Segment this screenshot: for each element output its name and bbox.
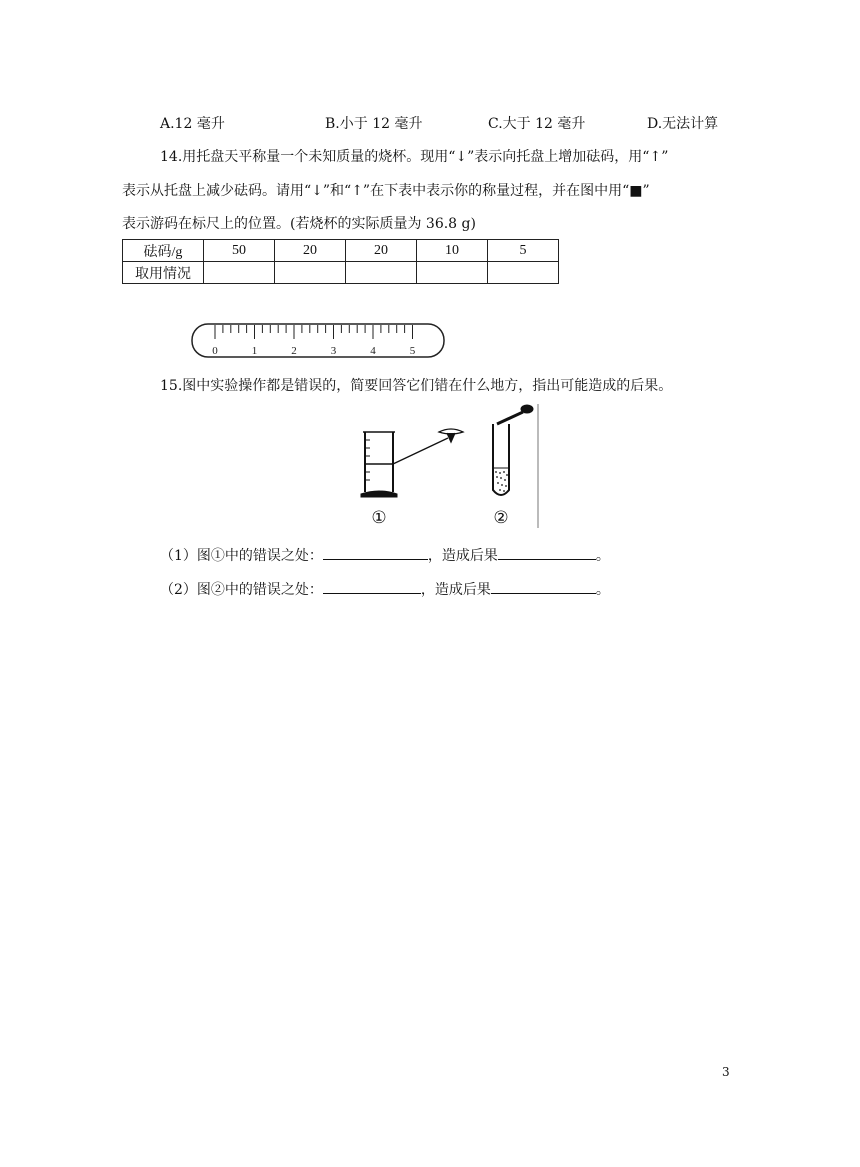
ruler-label-5: 5 — [409, 345, 416, 357]
ruler-label-3: 3 — [330, 345, 337, 357]
q14-line-3: 表示游码在标尺上的位置。(若烧杯的实际质量为 36.8 g) — [122, 216, 476, 232]
q15-answer-2 — [160, 579, 610, 599]
answer-1-consequence-blank[interactable] — [498, 545, 596, 560]
table-row — [123, 262, 559, 284]
ruler-label-0: 0 — [212, 345, 218, 357]
weight-cell: 10 — [417, 240, 488, 262]
figure-1-label: ① — [371, 508, 387, 528]
weight-cell: 5 — [488, 240, 559, 262]
q14-line-2: 表示从托盘上减少砝码。请用“↓”和“↑”在下表中表示你的称量过程，并在图中用“■” — [122, 183, 650, 199]
option-a: A.12 毫升 — [160, 116, 225, 132]
weight-cell: 50 — [204, 240, 275, 262]
q14-line-1: 14.用托盘天平称量一个未知质量的烧杯。现用“↓”表示向托盘上增加砝码，用“↑” — [160, 149, 669, 165]
answer-1-mid: ，造成后果 — [427, 548, 498, 564]
answer-2-prefix: （2）图②中的错误之处： — [160, 582, 323, 598]
answer-1-error-blank[interactable] — [323, 545, 428, 560]
figure-2-test-tube — [493, 424, 509, 495]
dropper-icon — [497, 405, 533, 424]
rider-scale-ruler[interactable] — [191, 323, 447, 361]
experiment-figures — [355, 402, 545, 530]
usage-cell[interactable] — [275, 262, 346, 284]
weights-header-cell: 砝码/g — [123, 240, 204, 262]
answer-1-end: 。 — [595, 548, 610, 564]
option-d: D.无法计算 — [647, 116, 719, 132]
weight-cell: 20 — [346, 240, 417, 262]
page-number: 3 — [722, 1065, 730, 1079]
usage-cell[interactable] — [204, 262, 275, 284]
answer-2-end: 。 — [595, 582, 610, 598]
answer-1-prefix: （1）图①中的错误之处： — [160, 548, 323, 564]
option-b: B.小于 12 毫升 — [325, 116, 423, 132]
answer-2-consequence-blank[interactable] — [491, 579, 596, 594]
usage-cell[interactable] — [488, 262, 559, 284]
ruler-label-2: 2 — [291, 345, 297, 357]
ruler-label-1: 1 — [251, 345, 258, 357]
figure-1-cylinder — [361, 432, 448, 497]
weight-cell: 20 — [275, 240, 346, 262]
usage-cell[interactable] — [417, 262, 488, 284]
answer-2-mid: ，造成后果 — [420, 582, 491, 598]
usage-header-cell: 取用情况 — [123, 262, 204, 284]
table-row — [123, 240, 559, 262]
q15-prompt: 15.图中实验操作都是错误的，简要回答它们错在什么地方，指出可能造成的后果。 — [160, 378, 673, 394]
ruler-label-4: 4 — [370, 345, 376, 357]
figure-2-label: ② — [493, 508, 509, 528]
usage-cell[interactable] — [346, 262, 417, 284]
answer-2-error-blank[interactable] — [323, 579, 421, 594]
q15-answer-1 — [160, 545, 610, 565]
option-c: C.大于 12 毫升 — [488, 116, 586, 132]
weights-table — [122, 239, 559, 284]
